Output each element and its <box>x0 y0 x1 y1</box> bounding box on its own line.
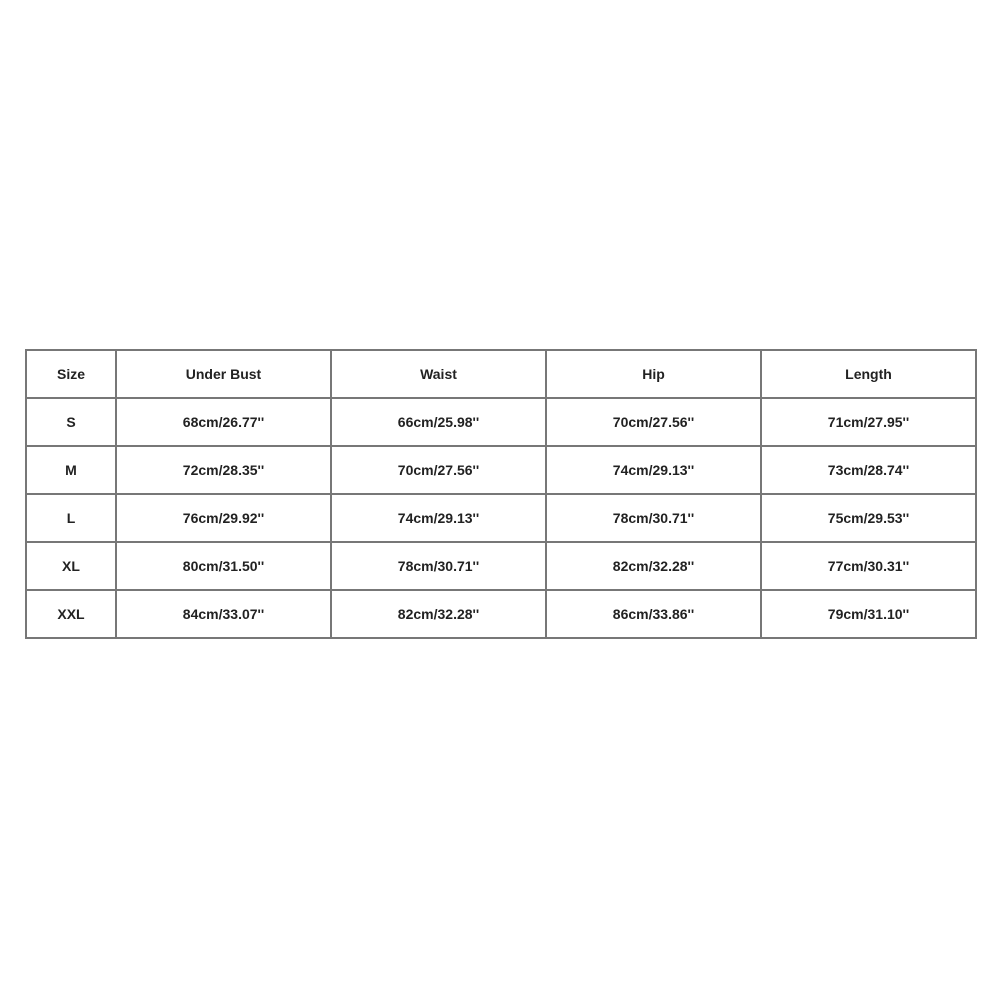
hip-cell: 70cm/27.56'' <box>546 398 761 446</box>
size-cell: L <box>26 494 116 542</box>
under-bust-cell: 68cm/26.77'' <box>116 398 331 446</box>
size-chart-table <box>25 349 977 639</box>
waist-cell: 70cm/27.56'' <box>331 446 546 494</box>
table-row <box>26 590 976 638</box>
length-cell: 77cm/30.31'' <box>761 542 976 590</box>
length-cell: 73cm/28.74'' <box>761 446 976 494</box>
hip-cell: 86cm/33.86'' <box>546 590 761 638</box>
table-row <box>26 446 976 494</box>
length-cell: 71cm/27.95'' <box>761 398 976 446</box>
under-bust-cell: 80cm/31.50'' <box>116 542 331 590</box>
hip-cell: 82cm/32.28'' <box>546 542 761 590</box>
hip-cell: 78cm/30.71'' <box>546 494 761 542</box>
size-cell: XXL <box>26 590 116 638</box>
table-row <box>26 398 976 446</box>
header-cell-size: Size <box>26 350 116 398</box>
table-row <box>26 542 976 590</box>
length-cell: 75cm/29.53'' <box>761 494 976 542</box>
waist-cell: 66cm/25.98'' <box>331 398 546 446</box>
header-cell-length: Length <box>761 350 976 398</box>
length-cell: 79cm/31.10'' <box>761 590 976 638</box>
size-cell: S <box>26 398 116 446</box>
under-bust-cell: 72cm/28.35'' <box>116 446 331 494</box>
header-cell-under-bust: Under Bust <box>116 350 331 398</box>
under-bust-cell: 84cm/33.07'' <box>116 590 331 638</box>
size-cell: XL <box>26 542 116 590</box>
under-bust-cell: 76cm/29.92'' <box>116 494 331 542</box>
size-cell: M <box>26 446 116 494</box>
hip-cell: 74cm/29.13'' <box>546 446 761 494</box>
waist-cell: 74cm/29.13'' <box>331 494 546 542</box>
header-row <box>26 350 976 398</box>
header-cell-waist: Waist <box>331 350 546 398</box>
waist-cell: 78cm/30.71'' <box>331 542 546 590</box>
waist-cell: 82cm/32.28'' <box>331 590 546 638</box>
table-row <box>26 494 976 542</box>
header-cell-hip: Hip <box>546 350 761 398</box>
